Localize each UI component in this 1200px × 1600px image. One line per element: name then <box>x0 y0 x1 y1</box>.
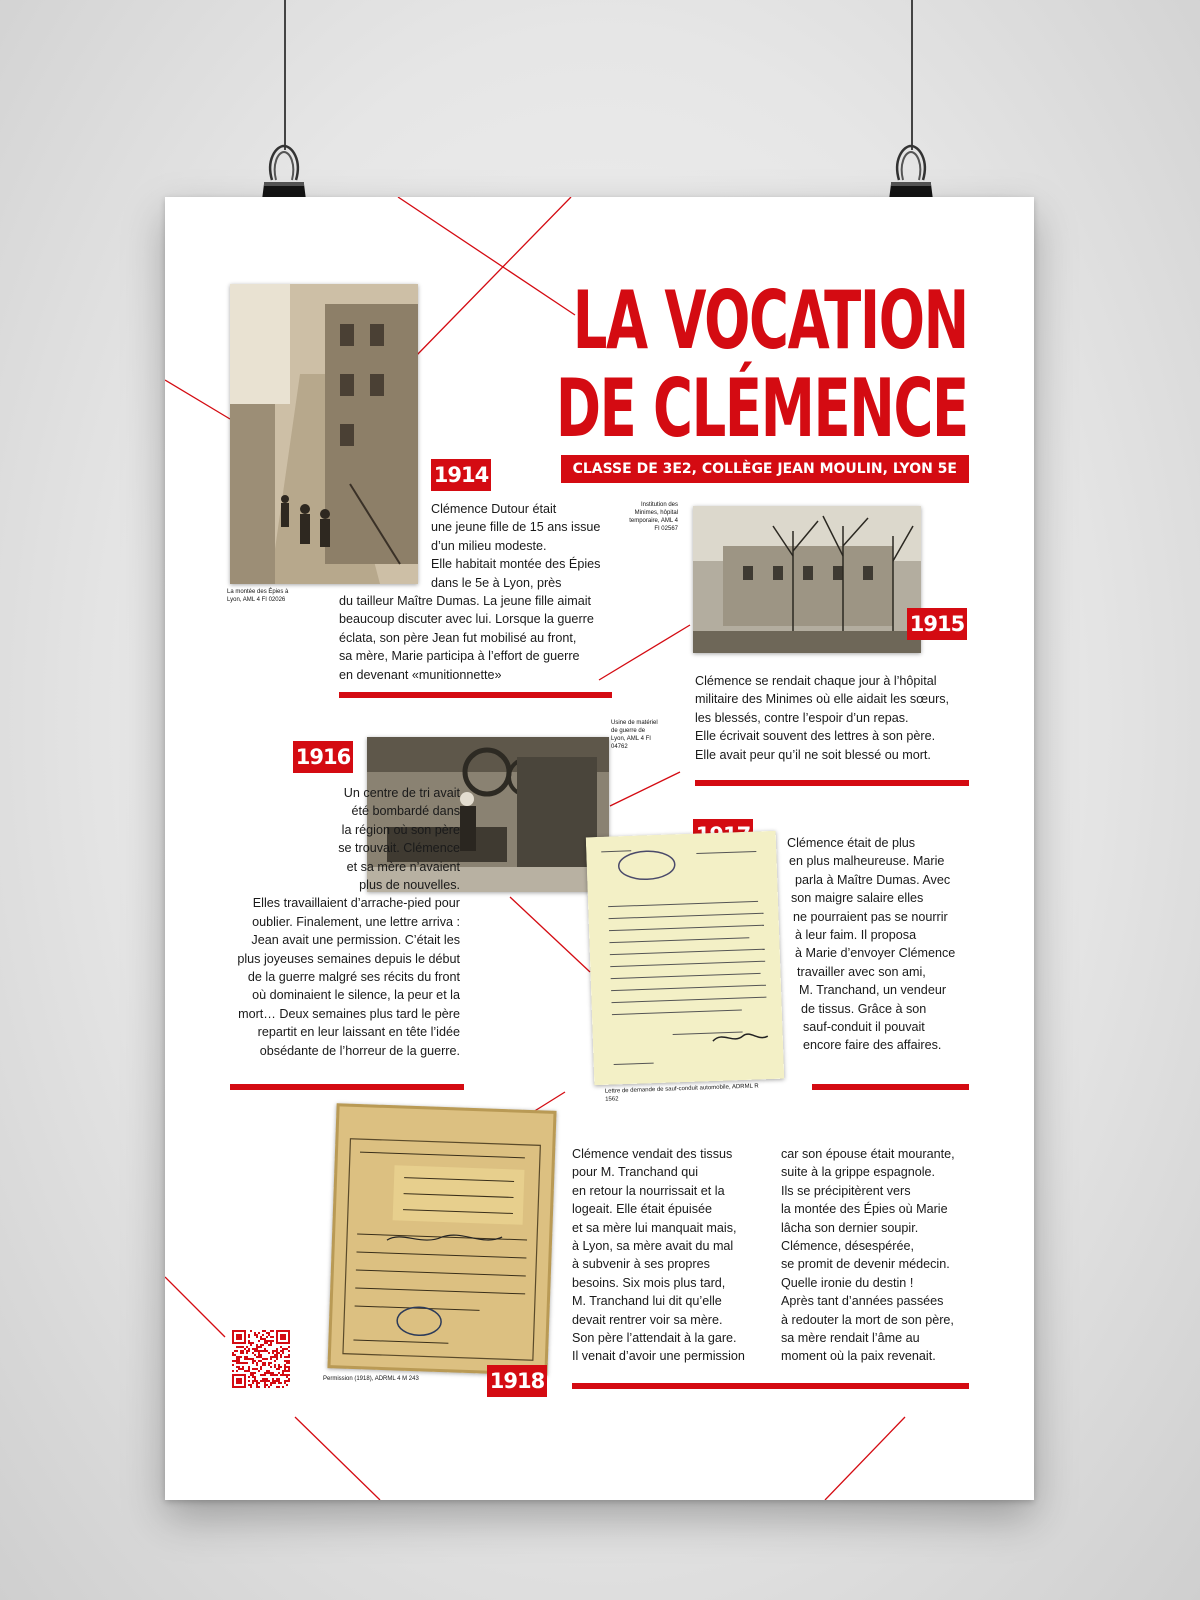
text-1915-line: Elle avait peur qu’il ne soit blessé ou mort. <box>695 747 931 762</box>
text-1914-line: en devenant «munitionnette» <box>339 667 502 682</box>
subtitle-banner: CLASSE DE 3E2, COLLÈGE JEAN MOULIN, LYON 5E <box>561 455 969 483</box>
text-1918-col-1-line: Il venait d’avoir une permission <box>572 1349 745 1364</box>
text-1914-line: beaucoup discuter avec lui. Lorsque la guerre <box>339 612 594 627</box>
text-1918-col-1-line: pour M. Tranchand qui <box>572 1165 699 1180</box>
caption-1914: La montée des Épies à Lyon, AML 4 FI 02026 <box>227 589 289 603</box>
text-1918-col-1-line: à Lyon, sa mère avait du mal <box>572 1239 734 1254</box>
text-1918-col-2-line: se promit de devenir médecin. <box>781 1257 950 1272</box>
text-1916-line: et sa mère n’avaient <box>346 859 460 874</box>
year-1914-badge: 1914 <box>431 459 491 491</box>
text-1916-line: où dominaient le silence, la peur et la <box>252 988 460 1003</box>
text-1914-line: sa mère, Marie participa à l’effort de guerre <box>339 649 580 664</box>
year-1918-badge: 1918 <box>487 1365 547 1397</box>
text-1918-col-2-line: la montée des Épies où Marie <box>781 1202 948 1217</box>
poster <box>165 197 1034 1500</box>
page-title <box>556 274 968 455</box>
text-1916-line: mort… Deux semaines plus tard le père <box>238 1006 460 1021</box>
text-1918-col-1-line: besoins. Six mois plus tard, <box>572 1275 726 1290</box>
text-1916-line: plus de nouvelles. <box>359 878 460 893</box>
text-1918-col-1-line: M. Tranchand lui dit qu’elle <box>572 1294 722 1309</box>
text-1917-line: travailler avec son ami, <box>797 964 926 979</box>
title-line-1: LA VOCATION <box>572 274 968 367</box>
text-1918-col-1-line: à subvenir à ses propres <box>572 1257 710 1272</box>
text-1914-line: une jeune fille de 15 ans issue <box>431 520 601 535</box>
text-1915-line: les blessés, contre l’espoir d’un repas. <box>695 710 909 725</box>
text-1915 <box>695 672 975 764</box>
text-1918-col-1-line: en retour la nourrissait et la <box>572 1183 725 1198</box>
letter-sauf-conduit <box>586 831 785 1085</box>
divider-1918 <box>572 1383 969 1389</box>
text-1918-col-1-line: et sa mère lui manquait mais, <box>572 1220 737 1235</box>
caption-1915: Institution des Minimes, hôpital temporaire, AML 4 FI 02567 <box>629 502 678 532</box>
divider-1915 <box>695 780 969 786</box>
text-1918-col-2-line: Ils se précipitèrent vers <box>781 1183 911 1198</box>
text-1918-col-2-line: car son épouse était mourante, <box>781 1147 955 1161</box>
text-1914-line: Elle habitait montée des Épies <box>431 557 601 572</box>
text-1915-line: militaire des Minimes où elle aidait les sœurs, <box>695 692 950 707</box>
text-1916-line: oublier. Finalement, une lettre arriva : <box>252 914 460 929</box>
text-1918-col-2-line: sa mère rendait l’âme au <box>781 1331 920 1346</box>
document-permission-1918 <box>327 1103 556 1376</box>
text-1914 <box>339 500 609 684</box>
divider-1914 <box>339 692 612 698</box>
text-1918-col-2-line: à redouter la mort de son père, <box>781 1312 954 1327</box>
text-1918-col-2-line: suite à la grippe espagnole. <box>781 1165 936 1180</box>
text-1917-line: ne pourraient pas se nourrir <box>793 909 948 924</box>
text-1916 <box>205 784 460 1060</box>
caption-1916: Usine de matériel de guerre de Lyon, AML 4 FI 04762 <box>611 720 658 750</box>
text-1918-col-2-line: lâcha son dernier soupir. <box>781 1220 919 1235</box>
text-1914-line: dans le 5e à Lyon, près <box>431 575 562 590</box>
text-1916-line: Un centre de tri avait <box>343 786 460 800</box>
text-1917-line: Clémence était de plus <box>787 836 916 850</box>
text-1914-line: Clémence Dutour était <box>431 502 557 516</box>
text-1914-line: éclata, son père Jean fut mobilisé au front, <box>339 630 577 645</box>
text-1918-col-1 <box>572 1145 772 1366</box>
text-1918-col-1-line: logeait. Elle était épuisée <box>572 1202 713 1217</box>
text-1917-line: de tissus. Grâce à son <box>801 1001 927 1016</box>
text-1918-col-1-line: devait rentrer voir sa mère. <box>572 1312 723 1327</box>
text-1918-col-2-line: moment où la paix revenait. <box>781 1349 936 1364</box>
title-line-2: DE CLÉMENCE <box>556 362 968 455</box>
divider-1917 <box>812 1084 969 1090</box>
divider-1916 <box>230 1084 464 1090</box>
text-1917-line: sauf-conduit il pouvait <box>803 1020 925 1035</box>
text-1915-line: Elle écrivait souvent des lettres à son père. <box>695 729 936 744</box>
text-1917-line: en plus malheureuse. Marie <box>789 854 945 869</box>
text-1918-col-2 <box>781 1145 981 1366</box>
text-1918-col-2-line: Après tant d’années passées <box>781 1294 944 1309</box>
text-1918-col-2-line: Clémence, désespérée, <box>781 1239 915 1254</box>
right-wire <box>911 0 913 150</box>
text-1917-line: M. Tranchand, un vendeur <box>799 983 947 998</box>
text-1916-line: repartit en leur laissant en tête l’idée <box>257 1025 460 1040</box>
year-1915-badge: 1915 <box>907 608 967 640</box>
photo-institution-des-minimes <box>693 506 921 653</box>
year-1916-badge: 1916 <box>293 741 353 773</box>
text-1916-line: de la guerre malgré ses récits du front <box>247 970 460 985</box>
caption-1918: Permission (1918), ADRML 4 M 243 <box>323 1376 419 1382</box>
text-1916-line: obsédante de l’horreur de la guerre. <box>259 1043 460 1058</box>
text-1918-col-2-line: Quelle ironie du destin ! <box>781 1275 914 1290</box>
text-1917 <box>787 834 987 1055</box>
text-1917-line: parla à Maître Dumas. Avec <box>795 872 951 887</box>
caption-1917: Lettre de demande de sauf-conduit automobile, ADRML R 1562 <box>604 1083 759 1103</box>
text-1917-line: à leur faim. Il proposa <box>795 928 917 943</box>
text-1916-line: Elles travaillaient d’arrache-pied pour <box>252 896 460 911</box>
text-1916-line: plus joyeuses semaines depuis le début <box>237 951 460 966</box>
text-1915-line: Clémence se rendait chaque jour à l’hôpital <box>695 674 937 688</box>
text-1917-line: encore faire des affaires. <box>803 1038 942 1053</box>
text-1917-line: son maigre salaire elles <box>791 891 924 906</box>
text-1916-line: la région où son père <box>341 822 460 837</box>
left-wire <box>284 0 286 150</box>
text-1914-line: du tailleur Maître Dumas. La jeune fille aimait <box>339 594 591 609</box>
text-1918-col-1-line: Clémence vendait des tissus <box>572 1147 733 1161</box>
text-1916-line: Jean avait une permission. C’était les <box>251 933 460 948</box>
text-1918-col-1-line: Son père l’attendait à la gare. <box>572 1331 737 1346</box>
text-1917-line: à Marie d’envoyer Clémence <box>795 946 956 961</box>
text-1916-line: se trouvait. Clémence <box>338 841 460 856</box>
text-1916-line: été bombardé dans <box>351 804 460 819</box>
text-1914-line: d’un milieu modeste. <box>431 538 547 553</box>
qr-code-icon[interactable] <box>232 1330 290 1388</box>
